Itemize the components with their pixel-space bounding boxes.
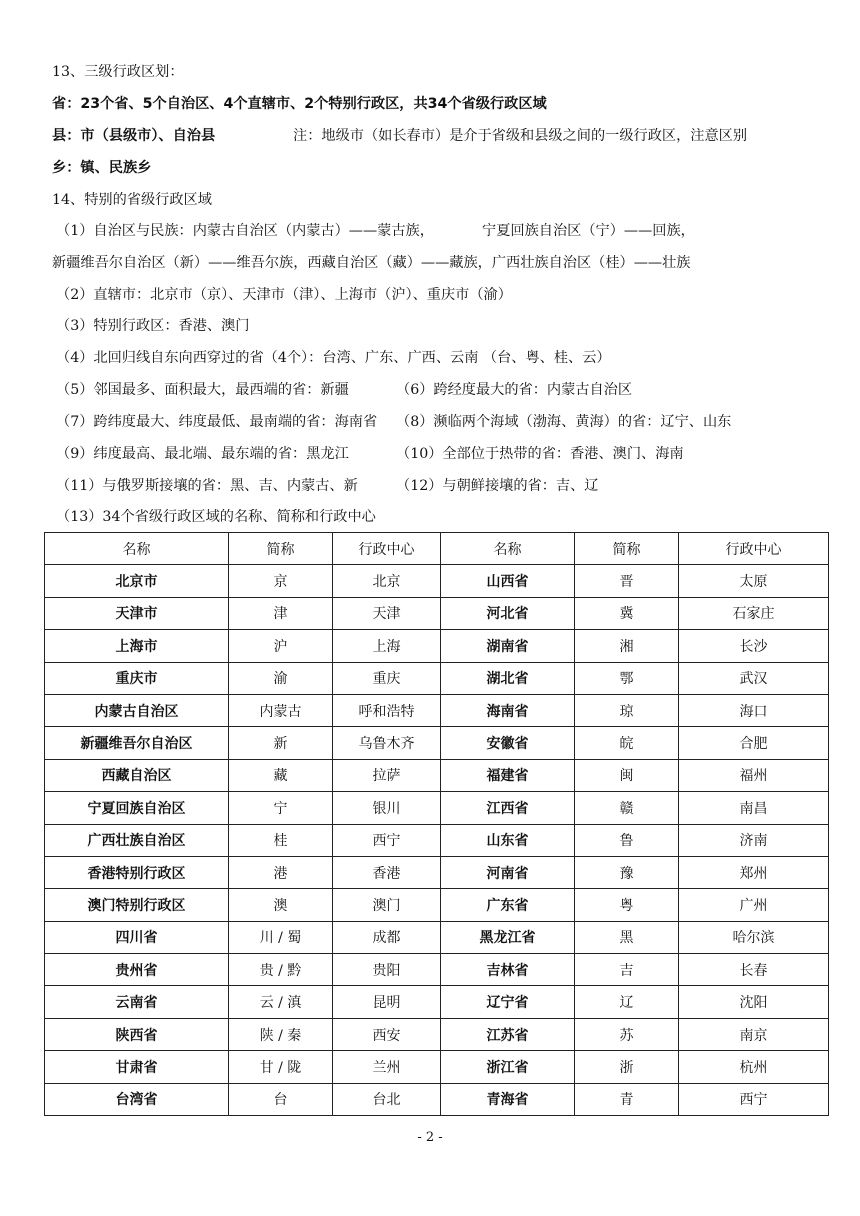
cell-name-1: 新疆维吾尔自治区 [45, 727, 229, 759]
cell-capital-1: 澳门 [333, 889, 441, 921]
cell-capital-1: 呼和浩特 [333, 694, 441, 726]
cell-capital-2: 杭州 [679, 1051, 829, 1083]
table-row [45, 694, 829, 726]
cell-capital-2: 福州 [679, 759, 829, 791]
cell-name-2: 山东省 [441, 824, 575, 856]
item-7: （7）跨纬度最大、纬度最低、最南端的省：海南省 [56, 414, 378, 430]
item-5: （5）邻国最多、面积最大，最西端的省：新疆 [56, 382, 349, 398]
cell-name-1: 天津市 [45, 597, 229, 629]
cell-name-1: 澳门特别行政区 [45, 889, 229, 921]
item-9: （9）纬度最高、最北端、最东端的省：黑龙江 [56, 446, 349, 462]
cell-abbr-2: 晋 [575, 565, 679, 597]
table-row [45, 986, 829, 1018]
cell-abbr-1: 港 [229, 856, 333, 888]
item-3: （3）特别行政区：香港、澳门 [56, 318, 250, 334]
province-table [44, 532, 829, 1116]
cell-name-1: 广西壮族自治区 [45, 824, 229, 856]
cell-abbr-2: 吉 [575, 954, 679, 986]
cell-abbr-2: 黑 [575, 921, 679, 953]
table-row [45, 824, 829, 856]
cell-name-2: 湖北省 [441, 662, 575, 694]
cell-capital-1: 上海 [333, 630, 441, 662]
cell-abbr-1: 川 / 蜀 [229, 921, 333, 953]
cell-name-1: 甘肃省 [45, 1051, 229, 1083]
header-abbr-1: 简称 [229, 533, 333, 565]
item-1b: 宁夏回族自治区（宁）——回族， [482, 223, 695, 239]
item-8: （8）濒临两个海域（渤海、黄海）的省：辽宁、山东 [396, 414, 732, 430]
header-capital-1: 行政中心 [333, 533, 441, 565]
cell-capital-2: 合肥 [679, 727, 829, 759]
cell-capital-1: 西安 [333, 1018, 441, 1050]
table-row [45, 759, 829, 791]
cell-name-2: 河北省 [441, 597, 575, 629]
header-capital-2: 行政中心 [679, 533, 829, 565]
cell-capital-2: 太原 [679, 565, 829, 597]
cell-abbr-1: 陕 / 秦 [229, 1018, 333, 1050]
cell-capital-1: 银川 [333, 792, 441, 824]
cell-capital-2: 石家庄 [679, 597, 829, 629]
item-4: （4）北回归线自东向西穿过的省（4个）：台湾、广东、广西、云南 （台、粤、桂、云） [56, 350, 611, 366]
cell-capital-2: 南昌 [679, 792, 829, 824]
item-11: （11）与俄罗斯接壤的省：黑、吉、内蒙古、新 [56, 478, 358, 494]
cell-capital-1: 贵阳 [333, 954, 441, 986]
cell-name-2: 福建省 [441, 759, 575, 791]
item-5-6-line [56, 380, 633, 400]
table-row [45, 727, 829, 759]
section-14-heading: 14、特别的省级行政区域 [52, 192, 212, 208]
cell-capital-2: 长沙 [679, 630, 829, 662]
cell-abbr-2: 辽 [575, 986, 679, 1018]
cell-abbr-1: 新 [229, 727, 333, 759]
cell-capital-2: 长春 [679, 954, 829, 986]
cell-name-2: 吉林省 [441, 954, 575, 986]
table-row [45, 1051, 829, 1083]
sheng-line: 省：23个省、5个自治区、4个直辖市、2个特别行政区，共34个省级行政区域 [52, 96, 547, 112]
cell-name-2: 山西省 [441, 565, 575, 597]
cell-name-2: 河南省 [441, 856, 575, 888]
cell-name-2: 浙江省 [441, 1051, 575, 1083]
xian-line [52, 126, 748, 146]
header-name-1: 名称 [45, 533, 229, 565]
cell-abbr-1: 京 [229, 565, 333, 597]
xian-text: 县：市（县级市）、自治县 [52, 128, 216, 144]
cell-capital-2: 沈阳 [679, 986, 829, 1018]
cell-name-2: 安徽省 [441, 727, 575, 759]
table-row [45, 662, 829, 694]
cell-name-1: 重庆市 [45, 662, 229, 694]
table-row [45, 1083, 829, 1115]
cell-capital-1: 台北 [333, 1083, 441, 1115]
cell-abbr-1: 津 [229, 597, 333, 629]
xiang-line: 乡：镇、民族乡 [52, 160, 152, 176]
cell-capital-1: 西宁 [333, 824, 441, 856]
item-13: （13）34个省级行政区域的名称、简称和行政中心 [56, 509, 376, 525]
item-7-8-line [56, 412, 732, 432]
cell-capital-1: 拉萨 [333, 759, 441, 791]
cell-abbr-1: 内蒙古 [229, 694, 333, 726]
cell-abbr-2: 赣 [575, 792, 679, 824]
cell-name-1: 贵州省 [45, 954, 229, 986]
cell-name-1: 香港特别行政区 [45, 856, 229, 888]
cell-capital-2: 济南 [679, 824, 829, 856]
cell-abbr-2: 皖 [575, 727, 679, 759]
table-row [45, 1018, 829, 1050]
item-10: （10）全部位于热带的省：香港、澳门、海南 [396, 446, 684, 462]
table-row [45, 630, 829, 662]
cell-name-1: 宁夏回族自治区 [45, 792, 229, 824]
table-row [45, 597, 829, 629]
cell-capital-2: 海口 [679, 694, 829, 726]
cell-abbr-1: 宁 [229, 792, 333, 824]
cell-name-1: 云南省 [45, 986, 229, 1018]
item-1a: （1）自治区与民族：内蒙古自治区（内蒙古）——蒙古族， [56, 223, 434, 239]
cell-abbr-2: 鄂 [575, 662, 679, 694]
item-1c: 新疆维吾尔自治区（新）——维吾尔族，西藏自治区（藏）——藏族，广西壮族自治区（桂）——壮族 [52, 255, 691, 271]
cell-name-2: 江苏省 [441, 1018, 575, 1050]
cell-capital-1: 天津 [333, 597, 441, 629]
cell-abbr-2: 青 [575, 1083, 679, 1115]
table-row [45, 954, 829, 986]
cell-name-1: 上海市 [45, 630, 229, 662]
xian-note: 注：地级市（如长春市）是介于省级和县级之间的一级行政区，注意区别 [293, 128, 748, 144]
cell-name-2: 辽宁省 [441, 986, 575, 1018]
cell-abbr-2: 苏 [575, 1018, 679, 1050]
section-13-heading: 13、三级行政区划： [52, 64, 184, 80]
cell-abbr-2: 浙 [575, 1051, 679, 1083]
cell-name-2: 黑龙江省 [441, 921, 575, 953]
cell-name-1: 内蒙古自治区 [45, 694, 229, 726]
table-body [45, 565, 829, 1116]
cell-capital-2: 哈尔滨 [679, 921, 829, 953]
cell-abbr-1: 渝 [229, 662, 333, 694]
table-row [45, 792, 829, 824]
cell-abbr-1: 甘 / 陇 [229, 1051, 333, 1083]
cell-name-1: 西藏自治区 [45, 759, 229, 791]
cell-abbr-1: 藏 [229, 759, 333, 791]
cell-name-1: 北京市 [45, 565, 229, 597]
cell-capital-1: 香港 [333, 856, 441, 888]
table-row [45, 921, 829, 953]
cell-capital-1: 北京 [333, 565, 441, 597]
item-2: （2）直辖市：北京市（京）、天津市（津）、上海市（沪）、重庆市（渝） [56, 287, 512, 303]
cell-abbr-1: 澳 [229, 889, 333, 921]
header-abbr-2: 简称 [575, 533, 679, 565]
cell-name-1: 陕西省 [45, 1018, 229, 1050]
cell-name-2: 海南省 [441, 694, 575, 726]
item-6: （6）跨经度最大的省：内蒙古自治区 [396, 382, 633, 398]
cell-name-1: 台湾省 [45, 1083, 229, 1115]
cell-capital-1: 乌鲁木齐 [333, 727, 441, 759]
cell-name-2: 江西省 [441, 792, 575, 824]
cell-capital-2: 西宁 [679, 1083, 829, 1115]
table-row [45, 889, 829, 921]
item-12: （12）与朝鲜接壤的省：吉、辽 [396, 478, 599, 494]
cell-abbr-2: 豫 [575, 856, 679, 888]
cell-capital-2: 武汉 [679, 662, 829, 694]
item-11-12-line [56, 476, 599, 496]
cell-abbr-1: 台 [229, 1083, 333, 1115]
cell-abbr-2: 琼 [575, 694, 679, 726]
cell-abbr-1: 贵 / 黔 [229, 954, 333, 986]
cell-abbr-2: 闽 [575, 759, 679, 791]
cell-abbr-1: 沪 [229, 630, 333, 662]
table-row [45, 565, 829, 597]
item-1-line [56, 221, 695, 241]
cell-capital-1: 兰州 [333, 1051, 441, 1083]
cell-name-1: 四川省 [45, 921, 229, 953]
cell-abbr-2: 鲁 [575, 824, 679, 856]
item-9-10-line [56, 444, 684, 464]
cell-abbr-1: 云 / 滇 [229, 986, 333, 1018]
table-header-row [45, 533, 829, 565]
cell-capital-1: 成都 [333, 921, 441, 953]
cell-name-2: 湖南省 [441, 630, 575, 662]
cell-capital-1: 重庆 [333, 662, 441, 694]
header-name-2: 名称 [441, 533, 575, 565]
cell-name-2: 广东省 [441, 889, 575, 921]
cell-name-2: 青海省 [441, 1083, 575, 1115]
cell-capital-1: 昆明 [333, 986, 441, 1018]
cell-capital-2: 广州 [679, 889, 829, 921]
cell-abbr-2: 粤 [575, 889, 679, 921]
cell-abbr-2: 湘 [575, 630, 679, 662]
cell-capital-2: 南京 [679, 1018, 829, 1050]
cell-abbr-2: 冀 [575, 597, 679, 629]
cell-capital-2: 郑州 [679, 856, 829, 888]
cell-abbr-1: 桂 [229, 824, 333, 856]
table-row [45, 856, 829, 888]
page-number: - 2 - [417, 1130, 443, 1145]
